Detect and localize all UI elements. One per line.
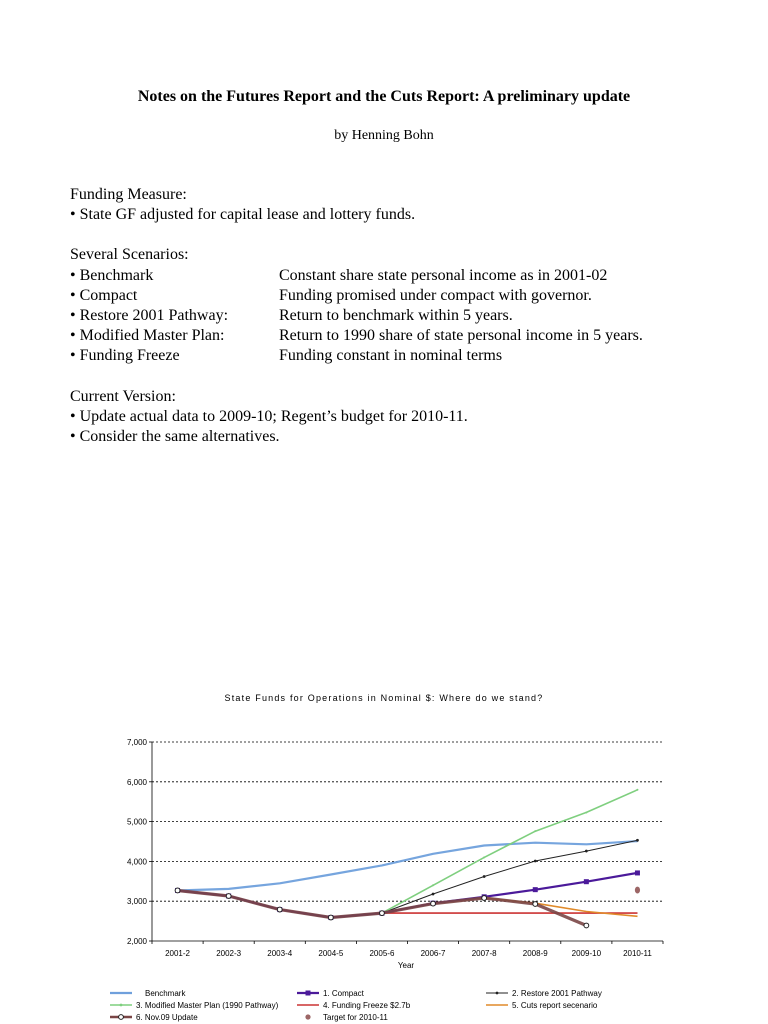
legend-item [110,1001,279,1010]
scenario-desc: Funding promised under compact with governor. [279,286,592,304]
series-line [178,873,638,918]
funding-heading: Funding Measure: [70,186,187,203]
data-point [534,860,537,863]
data-point [328,915,333,920]
legend-label: 4. Funding Freeze $2.7b [323,1001,411,1010]
data-point [585,850,588,853]
document-title: Notes on the Futures Report and the Cuts Report: A preliminary update [137,88,631,105]
x-tick-label: 2010-11 [623,949,652,958]
x-axis-label: Year [397,961,415,970]
data-point [636,789,638,791]
legend-label: 2. Restore 2001 Pathway [512,989,602,998]
scenario-desc: Return to benchmark within 5 years. [279,307,513,325]
legend-item [297,989,365,998]
x-tick-label: 2002-3 [216,949,242,958]
current-item: • Update actual data to 2009-10; Regent’s budget for 2010-11. [70,407,468,425]
data-point [584,923,589,928]
data-point [432,884,434,886]
legend-marker [306,991,311,996]
scenarios-heading: Several Scenarios: [70,246,189,264]
data-point [483,875,486,878]
data-point [533,902,538,907]
y-tick-label: 3,000 [126,897,147,907]
data-point [534,830,536,832]
current-heading: Current Version: [70,387,176,405]
x-tick-label: 2004-5 [318,949,344,958]
y-tick-label: 2,000 [126,937,147,946]
data-point [635,887,640,894]
legend-marker [120,1004,123,1007]
scenario-desc: Funding constant in nominal terms [279,347,503,365]
data-point [584,879,589,884]
x-tick-label: 2007-8 [471,949,497,958]
data-point [636,839,639,842]
scenario-name: • Benchmark [70,266,154,284]
data-point [432,893,435,896]
legend-label: 5. Cuts report secenario [512,1001,598,1010]
data-point [483,856,485,858]
series-line [178,790,638,918]
legend-item [110,989,186,998]
scenario-name: • Funding Freeze [70,347,180,365]
x-tick-label: 2008-9 [522,949,548,958]
series-target-for-2010-11 [635,887,640,894]
y-tick-label: 7,000 [126,738,147,747]
y-tick-label: 6,000 [126,777,147,787]
legend-label: Target for 2010-11 [323,1013,388,1022]
data-point [175,888,180,893]
y-tick-label: 4,000 [126,857,147,867]
x-tick-label: 2003-4 [267,949,293,958]
data-point [277,907,282,912]
data-point [533,887,538,892]
series-benchmark [178,841,638,890]
chart-title: State Funds for Operations in Nominal $: Where do we stand? [224,693,544,703]
legend-item [305,1013,388,1022]
y-tick-label: 5,000 [126,817,147,827]
x-tick-label: 2009-10 [571,949,602,958]
legend-marker [119,1015,124,1020]
x-tick-label: 2005-6 [369,949,395,958]
legend-label: 1. Compact [323,989,364,998]
scenario-desc: Return to 1990 share of state personal income in 5 years. [279,327,643,345]
legend-marker [496,992,499,995]
author-byline: by Henning Bohn [334,128,434,143]
current-item: • Consider the same alternatives. [70,428,280,446]
scenario-desc: Constant share state personal income as in 2001-02 [279,266,608,284]
series-6-nov-09-update [175,888,589,928]
scenario-name: • Restore 2001 Pathway: [70,307,229,325]
legend-item [486,989,602,998]
legend-item [297,1001,411,1010]
scenario-name: • Modified Master Plan: [70,327,225,345]
legend-item [110,1013,198,1022]
x-tick-label: 2001-2 [165,949,191,958]
x-tick-label: 2006-7 [420,949,446,958]
series-line [178,840,638,917]
scenario-name: • Compact [70,286,138,304]
legend-label: Benchmark [145,989,186,998]
data-point [226,894,231,899]
legend-item [486,1001,598,1010]
funding-item: • State GF adjusted for capital lease and lottery funds. [70,206,416,224]
legend-marker [305,1014,310,1019]
data-point [635,870,640,875]
legend-label: 6. Nov.09 Update [136,1013,198,1022]
series-line [178,891,587,926]
series-line [178,841,638,890]
data-point [431,901,436,906]
legend-label: 3. Modified Master Plan (1990 Pathway) [136,1001,279,1010]
data-point [585,811,587,813]
data-point [380,911,385,916]
data-point [482,896,487,901]
